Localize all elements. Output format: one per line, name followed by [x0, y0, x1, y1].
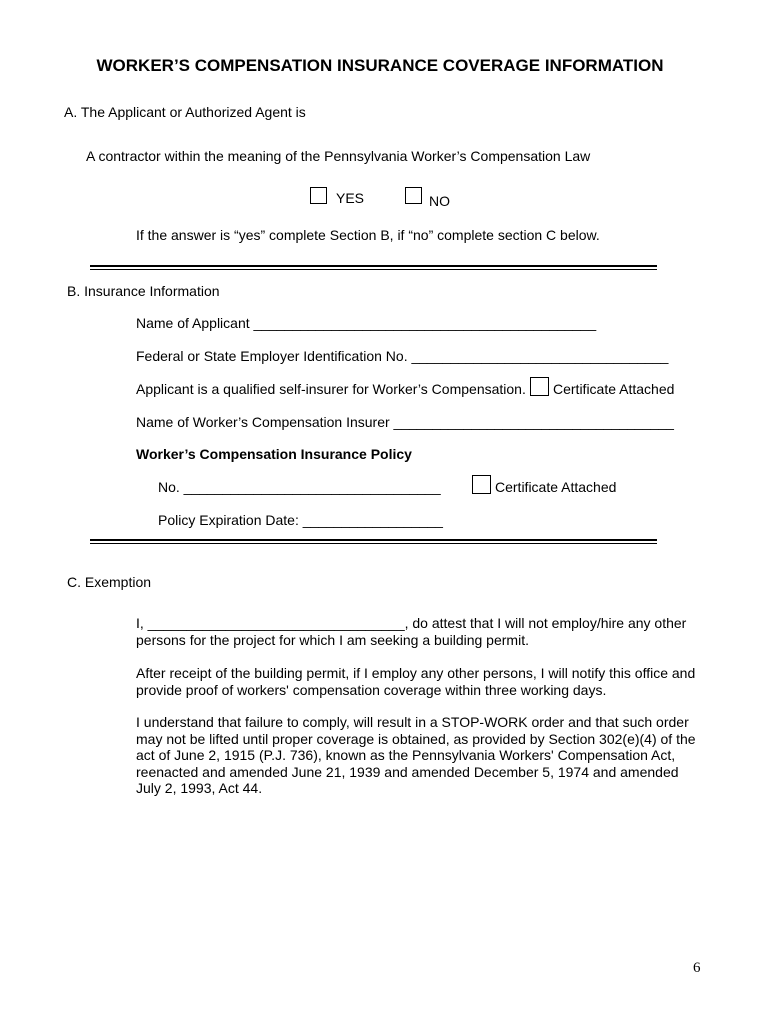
self-insurer-certificate-checkbox[interactable] — [530, 377, 549, 396]
attestation-line-2: persons for the project for which I am seeking a building permit. — [136, 632, 529, 648]
contractor-statement: A contractor within the meaning of the Pennsylvania Worker’s Compensation Law — [86, 148, 591, 164]
certificate-attached-label: Certificate Attached — [553, 381, 675, 397]
notification-paragraph: After receipt of the building permit, if I employ any other persons, I will notify this office and provide proof of workers' compensation coverage within three working days. — [136, 665, 696, 698]
yes-checkbox[interactable] — [310, 187, 327, 204]
name-of-applicant-field[interactable]: Name of Applicant ____________________________________________ — [136, 315, 597, 331]
attestation-line[interactable]: I, _________________________________, do attest that I will not employ/hire any other — [136, 615, 687, 631]
no-checkbox[interactable] — [405, 187, 422, 204]
employer-id-field[interactable]: Federal or State Employer Identification No. _________________________________ — [136, 348, 669, 364]
certificate-attached-label: Certificate Attached — [495, 479, 617, 495]
section-b-heading: B. Insurance Information — [67, 283, 220, 299]
stop-work-paragraph: I understand that failure to comply, will result in a STOP-WORK order and that such order may not be lifted until proper coverage is obtained, as provided by Section 302(e)(4) of the act of June 2, 1915 (P.J. 736), known as the Pennsylvania Workers' Compensation Act, reenacted and amended June 21, 1939 and amended December 5, 1974 and amended July 2, 1993, Act 44. — [136, 714, 696, 796]
policy-number-field[interactable]: No. _________________________________ — [158, 479, 441, 495]
page-title: WORKER’S COMPENSATION INSURANCE COVERAGE INFORMATION — [96, 56, 664, 75]
insurer-name-field[interactable]: Name of Worker’s Compensation Insurer ____________________________________ — [136, 414, 674, 430]
section-divider — [90, 265, 657, 270]
policy-heading: Worker’s Compensation Insurance Policy — [136, 446, 412, 462]
policy-certificate-checkbox[interactable] — [472, 475, 491, 494]
self-insurer-statement: Applicant is a qualified self-insurer for Worker’s Compensation. — [136, 381, 526, 397]
page-number: 6 — [693, 960, 701, 976]
section-a-heading: A. The Applicant or Authorized Agent is — [64, 104, 306, 120]
section-c-heading: C. Exemption — [67, 574, 152, 590]
no-label: NO — [429, 193, 450, 209]
section-a-instruction: If the answer is “yes” complete Section B, if “no” complete section C below. — [136, 227, 600, 243]
yes-label: YES — [336, 190, 365, 206]
section-divider — [90, 539, 657, 544]
policy-expiration-field[interactable]: Policy Expiration Date: __________________ — [158, 512, 443, 528]
